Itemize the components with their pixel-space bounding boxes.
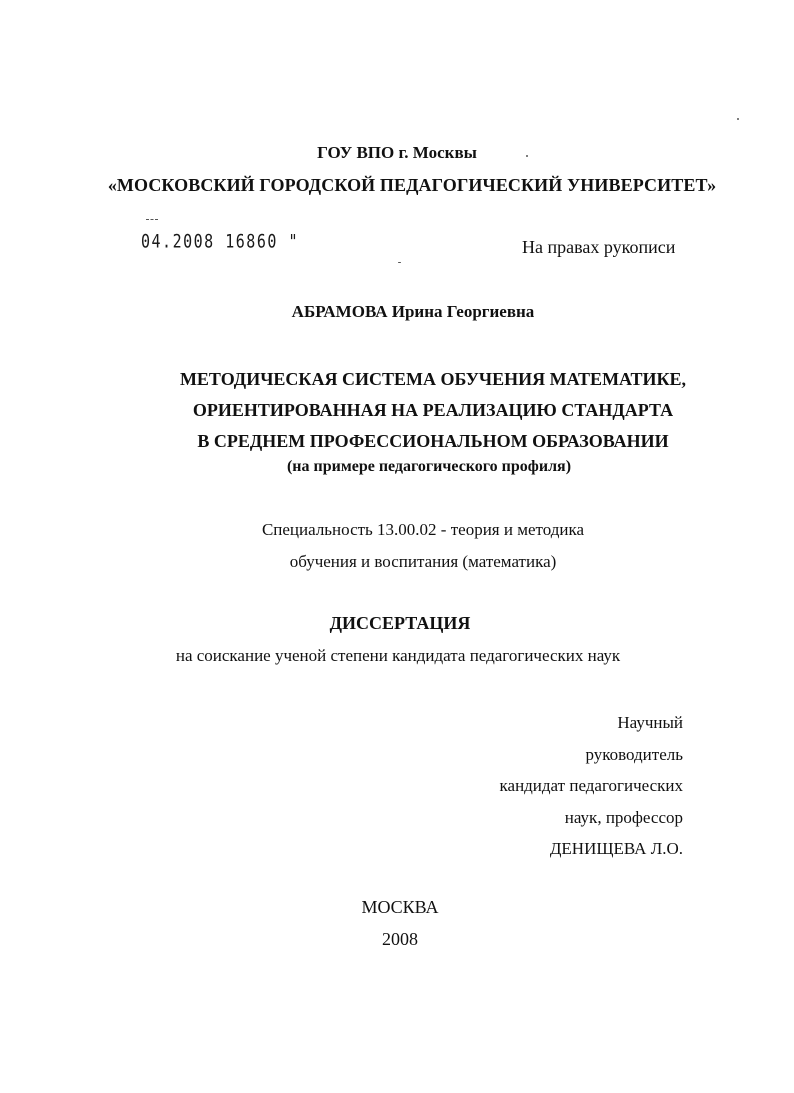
specialty-line: обучения и воспитания (математика) xyxy=(289,552,557,571)
city: МОСКВА xyxy=(361,897,439,917)
stamp-mark xyxy=(146,219,158,221)
stamp-quote-mark: " xyxy=(288,230,299,253)
stamp-code-text: 04.2008 16860 xyxy=(141,230,278,253)
title-line: МЕТОДИЧЕСКАЯ СИСТЕМА ОБУЧЕНИЯ МАТЕМАТИКЕ, xyxy=(179,369,687,389)
title-line: В СРЕДНЕМ ПРОФЕССИОНАЛЬНОМ ОБРАЗОВАНИИ xyxy=(197,431,669,451)
supervisor-block xyxy=(500,707,683,865)
degree-statement: на соискание ученой степени кандидата педагогических наук xyxy=(175,646,621,665)
title-line: ОРИЕНТИРОВАННАЯ НА РЕАЛИЗАЦИЮ СТАНДАРТА xyxy=(192,400,674,420)
supervisor-line: Научный xyxy=(617,713,683,732)
scan-speck xyxy=(526,155,528,157)
supervisor-line: руководитель xyxy=(585,744,683,764)
library-stamp-code xyxy=(141,230,299,253)
year: 2008 xyxy=(382,929,418,949)
specialty-line: Специальность 13.00.02 - теория и методика xyxy=(261,520,585,539)
manuscript-note: На правах рукописи xyxy=(522,237,676,257)
supervisor-line: наук, профессор xyxy=(564,807,683,827)
scan-speck xyxy=(398,262,401,263)
scan-speck xyxy=(737,118,739,120)
dissertation-title xyxy=(0,364,794,457)
author-name: АБРАМОВА Ирина Георгиевна xyxy=(291,302,535,321)
dissertation-subtitle: (на примере педагогического профиля) xyxy=(286,458,572,475)
institution-name: ГОУ ВПО г. Москвы xyxy=(317,143,477,162)
supervisor-line: кандидат педагогических xyxy=(499,776,683,795)
supervisor-name: ДЕНИЩЕВА Л.О. xyxy=(549,839,683,858)
document-type: ДИССЕРТАЦИЯ xyxy=(329,613,471,633)
university-name: «МОСКОВСКИЙ ГОРОДСКОЙ ПЕДАГОГИЧЕСКИЙ УНИВЕРСИТЕТ» xyxy=(107,175,717,195)
